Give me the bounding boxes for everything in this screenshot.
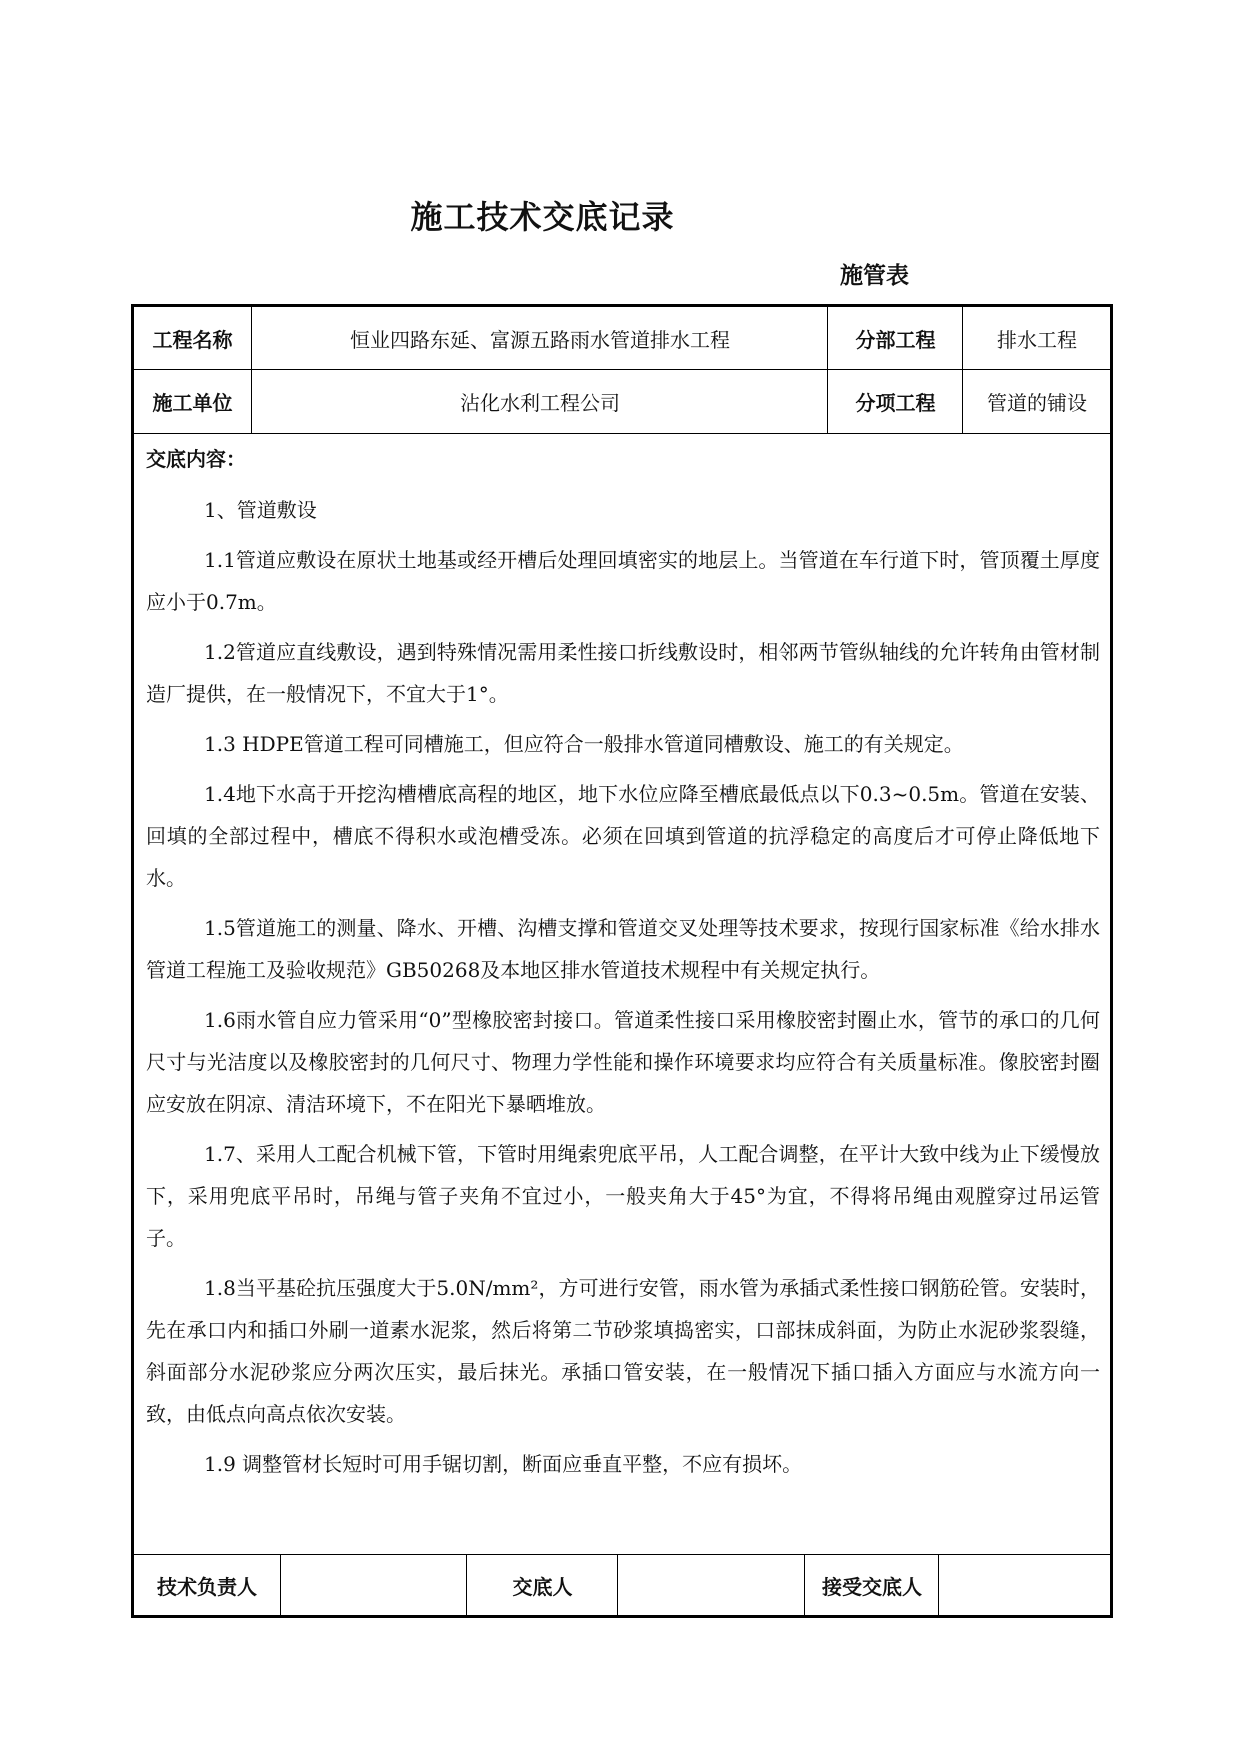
contractor-row <box>134 369 1110 434</box>
briefing-content <box>134 433 1110 1555</box>
paragraph: 1.3 HDPE管道工程可同槽施工，但应符合一般排水管道同槽敷设、施工的有关规定。 <box>204 732 964 756</box>
paragraph: 1.4地下水高于开挖沟槽槽底高程的地区，地下水位应降至槽底最低点以下0.3~0.5m。管道在安装、回填的全部过程中，槽底不得积水或泡槽受冻。必须在回填到管道的抗浮稳定的高度后才可停止降低地下水。 <box>146 782 1100 890</box>
signature-row <box>134 1555 1110 1615</box>
briefing-form <box>131 304 1113 1618</box>
paragraph: 1.1管道应敷设在原状土地基或经开槽后处理回填密实的地层上。当管道在车行道下时，管顶覆土厚度应小于0.7m。 <box>146 548 1100 614</box>
paragraph: 1、管道敷设 <box>204 498 317 522</box>
paragraph: 1.2管道应直线敷设，遇到特殊情况需用柔性接口折线敷设时，相邻两节管纵轴线的允许转角由管材制造厂提供，在一般情况下，不宜大于1°。 <box>146 640 1100 706</box>
briefer-signature <box>617 1555 805 1615</box>
subdivision-value: 管道的铺设 <box>962 369 1111 433</box>
paragraph: 1.5管道施工的测量、降水、开槽、沟槽支撑和管道交叉处理等技术要求，按现行国家标准《给水排水管道工程施工及验收规范》GB50268及本地区排水管道技术规程中有关规定执行。 <box>146 916 1100 982</box>
briefer-label: 交底人 <box>466 1555 618 1615</box>
content-paragraphs <box>146 489 1100 1493</box>
receiver-label: 接受交底人 <box>804 1555 939 1615</box>
contractor-label: 施工单位 <box>152 390 233 415</box>
document-title: 施工技术交底记录 <box>410 198 675 236</box>
content-label: 交底内容： <box>146 447 246 471</box>
receiver-signature <box>938 1555 1111 1615</box>
paragraph: 1.7、采用人工配合机械下管，下管时用绳索兜底平吊，人工配合调整，在平计大致中线为止下缓慢放下，采用兜底平吊时，吊绳与管子夹角不宜过小，一般夹角大于45°为宜，不得将吊绳由观膛穿过吊运管子。 <box>146 1142 1100 1250</box>
tech-lead-label: 技术负责人 <box>157 1574 257 1599</box>
paragraph: 1.9 调整管材长短时可用手锯切割，断面应垂直平整，不应有损坏。 <box>204 1452 803 1476</box>
division-value: 排水工程 <box>962 307 1111 369</box>
division-label: 分部工程 <box>827 307 963 369</box>
paragraph: 1.8当平基砼抗压强度大于5.0N/mm²，方可进行安管，雨水管为承插式柔性接口钢筋砼管。安装时，先在承口内和插口外刷一道素水泥浆，然后将第二节砂浆填捣密实，口部抹成斜面，为防止水泥砂浆裂缝，斜面部分水泥砂浆应分两次压实，最后抹光。承插口管安装，在一般情况下插口插入方面应与水流方向一致，由低点向高点依次安装。 <box>146 1276 1100 1426</box>
project-name-value: 恒业四路东延、富源五路雨水管道排水工程 <box>251 307 828 369</box>
contractor-value: 沾化水利工程公司 <box>251 369 828 433</box>
project-name-label: 工程名称 <box>152 327 233 352</box>
project-row <box>134 307 1110 370</box>
tech-lead-signature <box>280 1555 467 1615</box>
paragraph: 1.6雨水管自应力管采用“0”型橡胶密封接口。管道柔性接口采用橡胶密封圈止水，管节的承口的几何尺寸与光洁度以及橡胶密封的几何尺寸、物理力学性能和操作环境要求均应符合有关质量标准。像胶密封圈应安放在阴凉、清洁环境下，不在阳光下暴晒堆放。 <box>146 1008 1100 1116</box>
subdivision-label: 分项工程 <box>827 369 963 433</box>
form-code: 施管表 <box>840 263 909 289</box>
